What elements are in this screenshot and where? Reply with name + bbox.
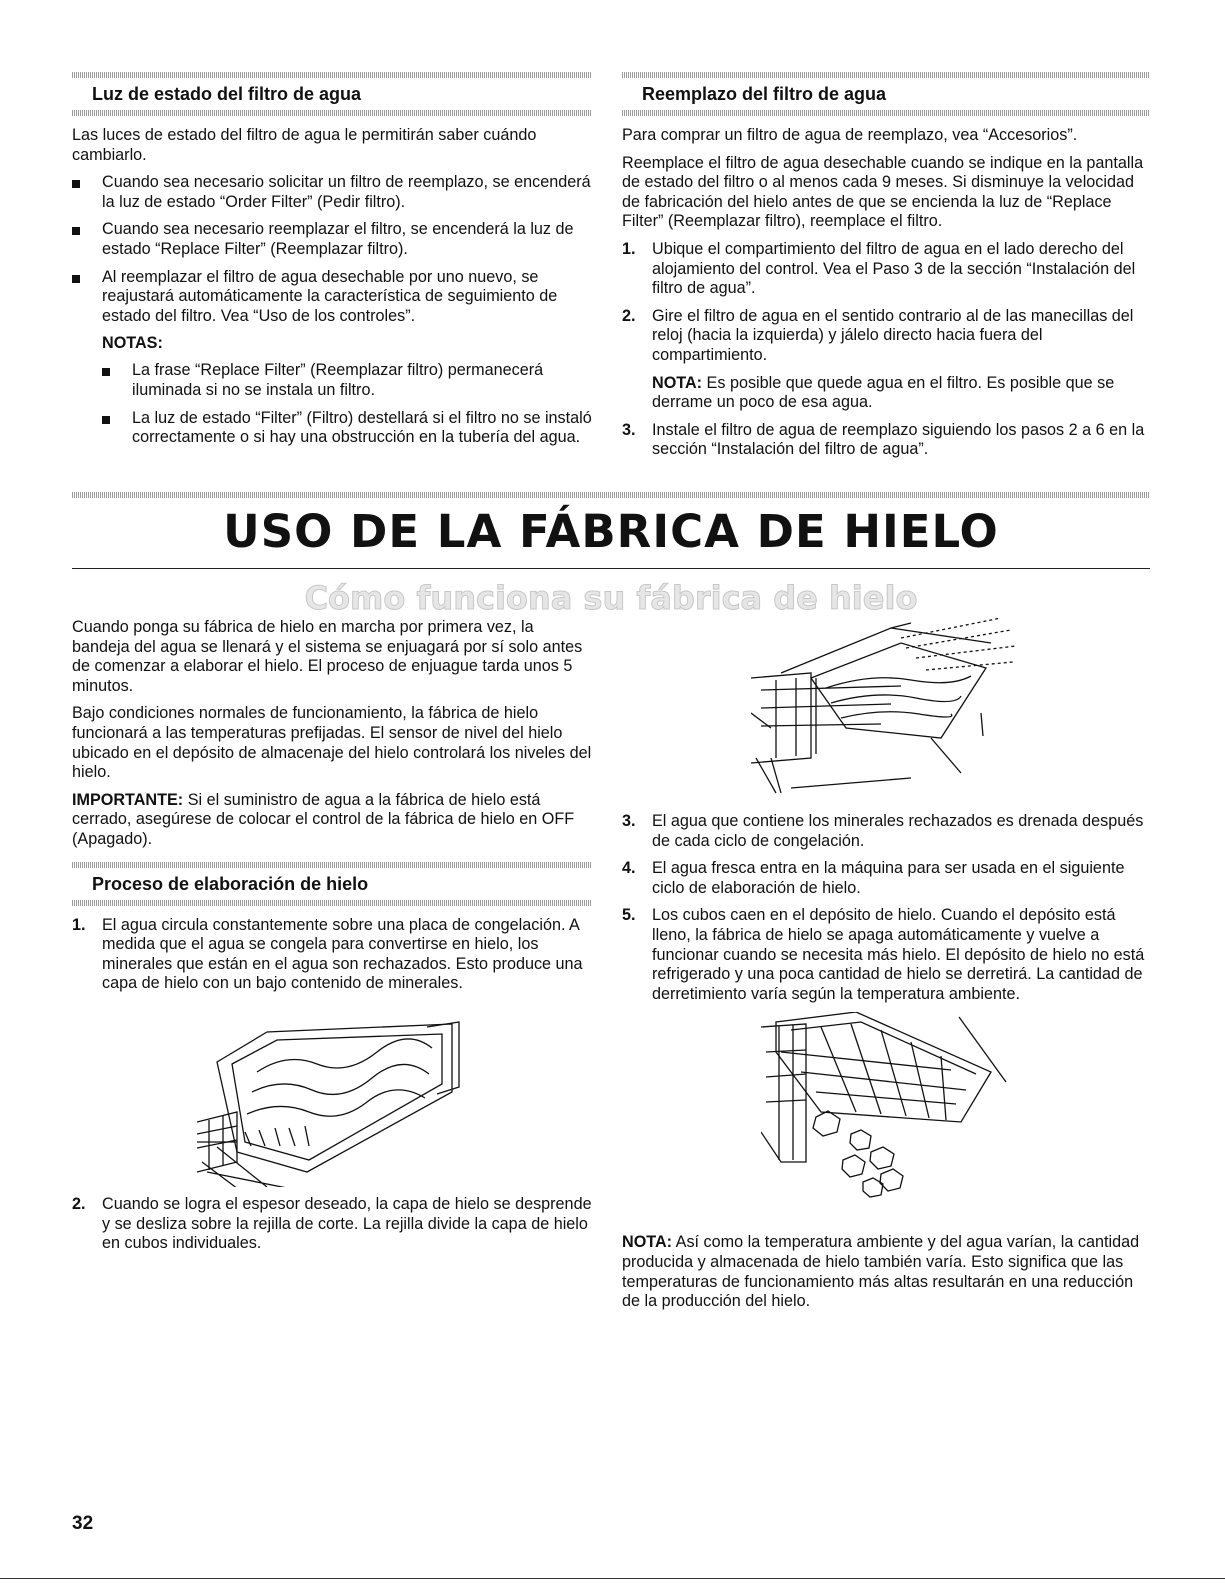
filter-status-bullets [72,173,592,326]
step-number: 5. [622,906,636,925]
bullet-text: Cuando sea necesario solicitar un filtro de reemplazo, se encenderá la luz de estado “Order Filter” (Pedir filtro). [102,173,591,211]
square-bullet-icon [102,416,110,424]
main-title: USO DE LA FÁBRICA DE HIELO [223,505,999,558]
list-item [622,240,1150,299]
square-bullet-icon [72,275,80,283]
filter-status-section [72,72,592,456]
ice-process-steps-c [622,812,1150,1004]
list-item [622,906,1150,1004]
how-it-works-p2: Bajo condiciones normales de funcionamiento, la fábrica de hielo funcionará a las temperaturas prefijadas. El sensor de nivel del hielo ubicado en el depósito de almacenaje del hielo controlará los niveles del hielo. [72,704,592,782]
sub-title: Cómo funciona su fábrica de hielo [304,579,918,617]
list-item [72,268,592,327]
title-shaded-rule [72,492,1150,498]
ice-cubes-dropping-illustration [761,1012,1011,1217]
how-it-works-section [72,618,592,1262]
step-number: 2. [72,1194,86,1213]
filter-replace-heading: Reemplazo del filtro de agua [642,84,887,104]
filter-replace-p1: Para comprar un filtro de agua de reemplazo, vea “Accesorios”. [622,126,1078,144]
step-text: Los cubos caen en el depósito de hielo. Cuando el depósito está lleno, la fábrica de hielo se apaga automáticamente y vuelve a funcionar cuando se necesita más hielo. El depósito de hielo no está refrigerado y una poca cantidad de hielo se derretirá. La cantidad de derretimiento varía según la temperatura ambiente. [652,906,1145,1003]
filter-replace-heading-block [622,72,1150,116]
important-label: IMPORTANTE: [72,790,184,809]
list-item [622,812,1150,851]
note-text: La frase “Replace Filter” (Reemplazar filtro) permanecerá iluminada si no se instala un filtro. [132,361,544,399]
filter-status-heading-block [72,72,592,116]
note-label: NOTA: [652,373,703,392]
note-text: Así como la temperatura ambiente y del agua varían, la cantidad producida y almacenada de hielo también varía. Esto significa que las temperaturas de funcionamiento más altas resultarán en una reducción de la producción del hielo. [622,1233,1140,1311]
freezing-plate-illustration [197,1002,467,1187]
list-item [72,220,592,259]
step-number: 1. [622,239,636,258]
step-number: 4. [622,859,636,878]
list-item [72,173,592,212]
how-it-works-p1: Cuando ponga su fábrica de hielo en marcha por primera vez, la bandeja del agua se llenará y el sistema se enjuagará por sí solo antes de comenzar a elaborar el hielo. El proceso de enjuague tarda unos 5 minutos. [72,618,583,695]
note-text: La luz de estado “Filter” (Filtro) destellará si el filtro no se instaló correctamente o si hay una obstrucción en la tubería del agua. [132,408,592,447]
list-item [72,1195,592,1254]
filter-replace-p2: Reemplace el filtro de agua desechable cuando se indique en la pantalla de estado del filtro o al menos cada 9 meses. Si disminuye la velocidad de fabricación del hielo antes de que se encienda la luz de “Replace Filter” (Reemplazar filtro), reemplace el filtro. [622,153,1144,231]
step-number: 1. [72,915,86,934]
list-item [622,421,1150,460]
final-note [622,1233,1150,1311]
filter-replace-note [652,374,1150,413]
important-note [72,791,592,850]
ice-process-continued [622,618,1150,1320]
step-text: El agua circula constantemente sobre una placa de congelación. A medida que el agua se congela para convertirse en hielo, los minerales que están en el agua son rechazados. Esto produce una capa de hielo con un bajo contenido de minerales. [102,915,583,993]
step-number: 2. [622,306,636,325]
step-text: Gire el filtro de agua en el sentido contrario al de las manecillas del reloj (hacia la izquierda) y jálelo directo hacia fuera del compartimiento. [652,306,1134,364]
ice-process-heading-block [72,862,592,906]
important-text: Si el suministro de agua a la fábrica de hielo está cerrado, asegúrese de colocar el control de la fábrica de hielo en OFF (Apagado). [72,790,575,848]
list-item [72,916,592,994]
step-text: Ubique el compartimiento del filtro de agua en el lado derecho del alojamiento del control. Vea el Paso 3 de la sección “Instalación del filtro de agua”. [652,239,1136,298]
filter-replace-section [622,72,1150,468]
shaded-rule [72,110,592,116]
step-text: El agua fresca entra en la máquina para ser usada en el siguiente ciclo de elaboración de hielo. [652,859,1125,897]
step-text: Cuando se logra el espesor deseado, la capa de hielo se desprende y se desliza sobre la rejilla de corte. La rejilla divide la capa de hielo en cubos individuales. [102,1194,592,1253]
shaded-rule [72,900,592,906]
step-number: 3. [622,420,636,439]
bottom-edge-line [0,1578,1225,1579]
bullet-text: Al reemplazar el filtro de agua desechable por uno nuevo, se reajustará automáticamente la característica de seguimiento de estado del filtro. Vea “Uso de los controles”. [102,267,558,325]
note-text: Es posible que quede agua en el filtro. Es posible que se derrame un poco de esa agua. [652,373,1115,412]
ice-process-steps-b [72,1195,592,1254]
title-rule [72,568,1150,569]
filter-status-notes [102,361,592,447]
step-number: 3. [622,812,636,830]
note-label: NOTA: [622,1233,673,1252]
list-item [622,307,1150,413]
notes-label: NOTAS: [102,334,163,353]
page-number: 32 [72,1513,94,1534]
square-bullet-icon [72,180,80,188]
bullet-text: Cuando sea necesario reemplazar el filtro, se encenderá la luz de estado “Replace Filter” (Reemplazar filtro). [102,220,574,258]
step-text: Instale el filtro de agua de reemplazo siguiendo los pasos 2 a 6 en la sección “Instalación del filtro de agua”. [652,420,1145,459]
shaded-rule [622,110,1150,116]
cutting-grid-illustration [751,618,1021,798]
step-text: El agua que contiene los minerales rechazados es drenada después de cada ciclo de congelación. [652,812,1144,850]
square-bullet-icon [72,227,80,235]
filter-status-intro: Las luces de estado del filtro de agua le permitirán saber cuándo cambiarlo. [72,126,537,164]
ice-process-steps-a [72,916,592,994]
filter-replace-steps [622,240,1150,460]
list-item [102,361,592,400]
list-item [102,409,592,448]
square-bullet-icon [102,368,110,376]
ice-process-heading: Proceso de elaboración de hielo [92,873,369,894]
list-item [622,859,1150,898]
filter-status-heading: Luz de estado del filtro de agua [92,84,362,104]
